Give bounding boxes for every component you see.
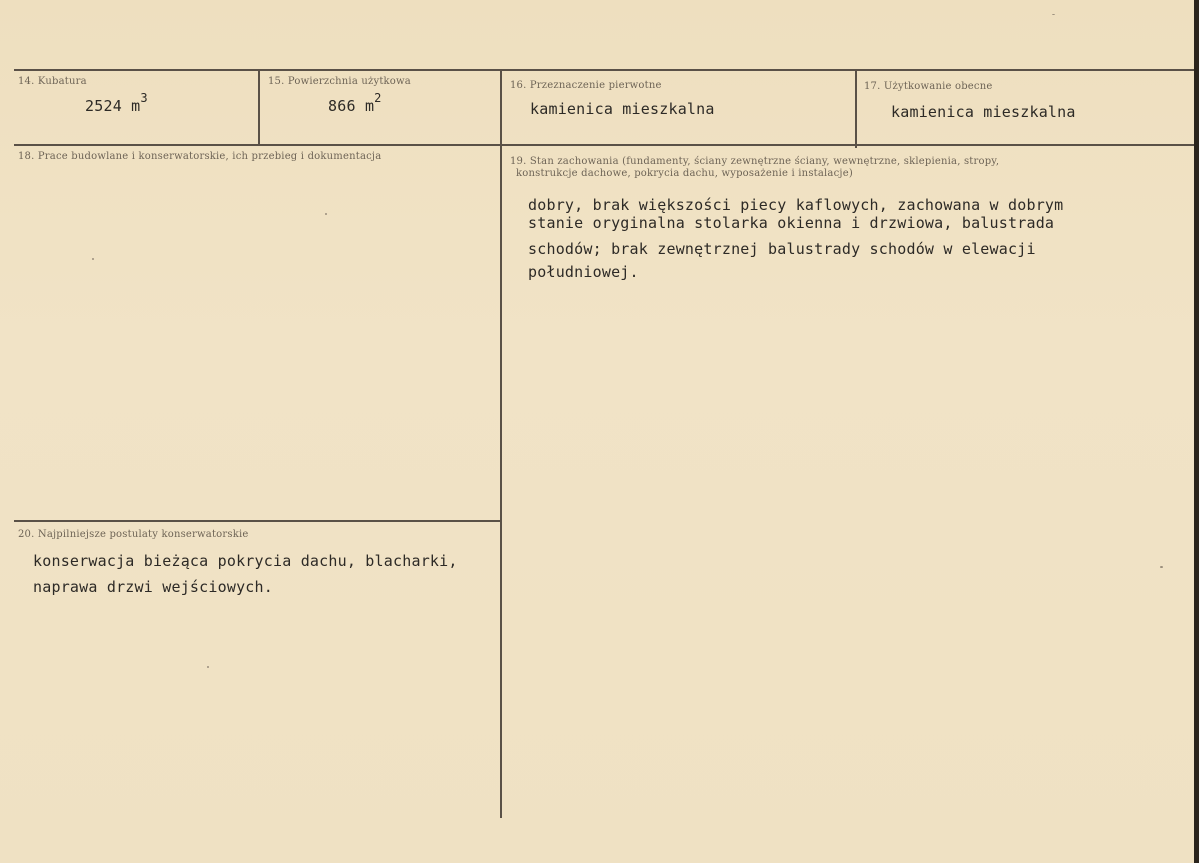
field-19-line-3: schodów; brak zewnętrznej balustrady schodów w elewacji [528, 240, 1036, 258]
paper-speck [325, 213, 327, 215]
field-19-label-line2: konstrukcje dachowe, pokrycia dachu, wyposażenie i instalacje) [516, 168, 853, 179]
area-number: 866 [328, 97, 356, 115]
field-16-value: kamienica mieszkalna [530, 100, 715, 118]
field-19-line-2: stanie oryginalna stolarka okienna i drzwiowa, balustrada [528, 214, 1055, 232]
paper-speck [92, 258, 94, 260]
paper-speck [1160, 566, 1163, 568]
volume-number: 2524 [85, 97, 122, 115]
field-17-label: 17. Użytkowanie obecne [864, 81, 993, 92]
field-19-label-line1: 19. Stan zachowania (fundamenty, ściany zewnętrzne ściany, wewnętrzne, sklepienia, stropy, [510, 156, 1000, 167]
field-20-label: 20. Najpilniejsze postulaty konserwatorskie [18, 529, 249, 540]
field-18-label: 18. Prace budowlane i konserwatorskie, ich przebieg i dokumentacja [18, 151, 382, 162]
field-14-label: 14. Kubatura [18, 76, 87, 87]
field-17-value: kamienica mieszkalna [891, 103, 1076, 121]
area-unit: m [364, 97, 375, 115]
field-19-line-1: dobry, brak większości piecy kaflowych, zachowana w dobrym [528, 196, 1064, 214]
field-15-label: 15. Powierzchnia użytkowa [268, 76, 411, 87]
area-exponent: 2 [374, 91, 382, 105]
field20-top-rule [14, 520, 502, 522]
field-20-line-1: konserwacja bieżąca pokrycia dachu, blacharki, [33, 552, 458, 570]
divider-main [500, 70, 502, 818]
top-rule [14, 69, 1194, 71]
divider-16-17 [855, 70, 857, 148]
field-14-value [85, 91, 148, 115]
row1-bottom-rule [14, 144, 1194, 146]
paper-speck [207, 666, 209, 668]
field-16-label: 16. Przeznaczenie pierwotne [510, 80, 662, 91]
divider-14-15 [258, 70, 260, 145]
paper-speck [1052, 14, 1055, 15]
volume-exponent: 3 [140, 91, 148, 105]
field-19-line-4: południowej. [528, 263, 639, 281]
field-20-line-2: naprawa drzwi wejściowych. [33, 578, 273, 596]
field-15-value [328, 91, 382, 115]
volume-unit: m [131, 97, 141, 115]
scan-edge [1194, 0, 1199, 863]
